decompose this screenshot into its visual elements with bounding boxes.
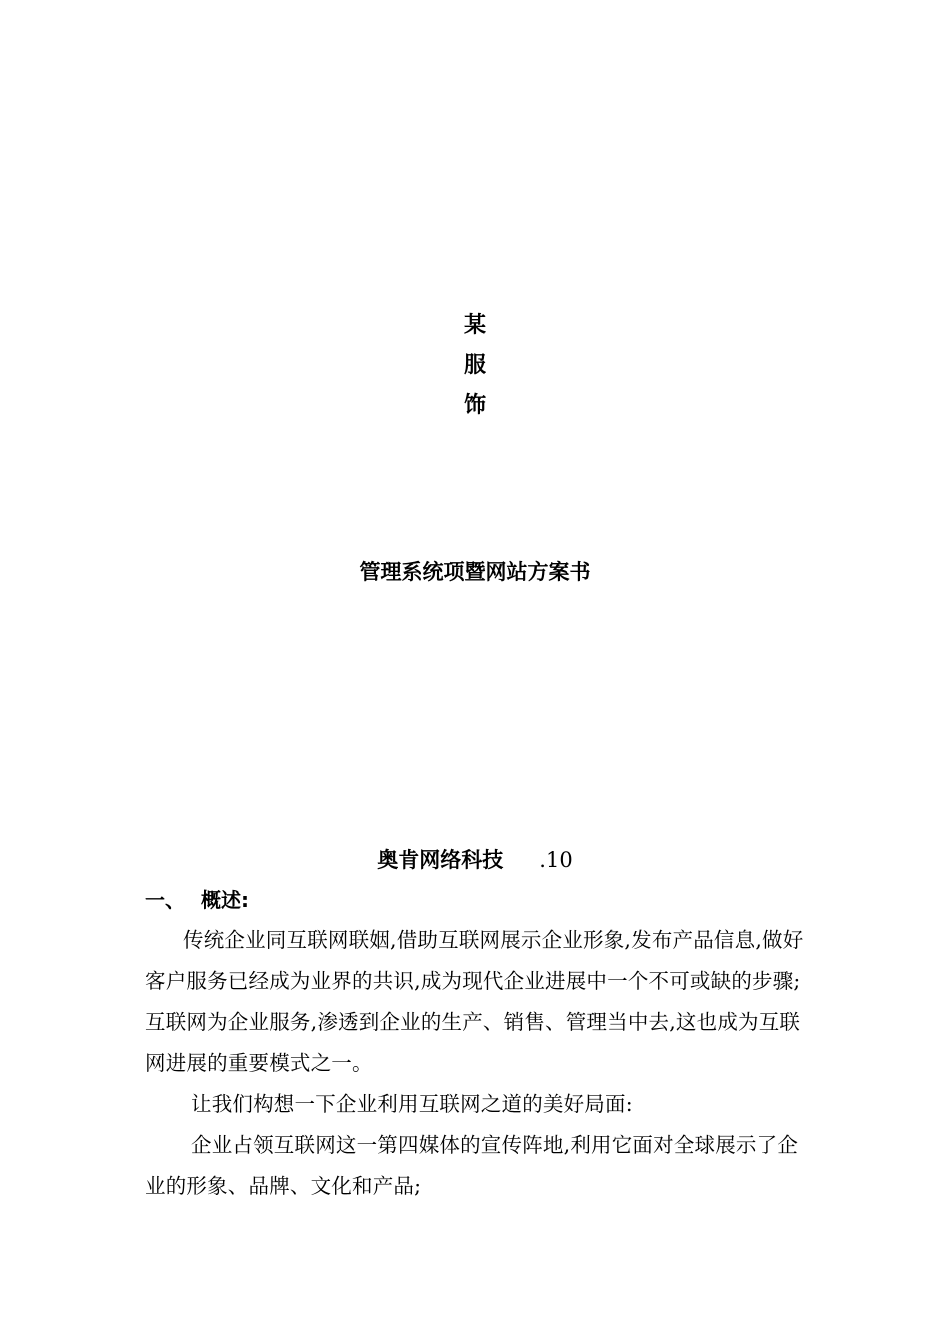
document-title: 管理系统项暨网站方案书 bbox=[359, 560, 591, 584]
cover-char-3: 饰 bbox=[463, 393, 486, 418]
section-heading bbox=[145, 884, 249, 916]
company-line bbox=[0, 844, 950, 876]
document-date: .10 bbox=[539, 848, 573, 872]
section-title: 概述: bbox=[201, 888, 249, 912]
cover-char-1: 某 bbox=[463, 313, 486, 338]
company-name: 奥肯网络科技 bbox=[377, 848, 504, 872]
section-number: 一、 bbox=[145, 888, 185, 912]
paragraph-3: 企业占领互联网这一第四媒体的宣传阵地,利用它面对全球展示了企业的形象、品牌、文化和产品; bbox=[145, 1133, 799, 1198]
cover-char-2: 服 bbox=[463, 353, 486, 378]
paragraph-2: 让我们构想一下企业利用互联网之道的美好局面: bbox=[191, 1092, 633, 1116]
paragraph-1: 传统企业同互联网联姻,借助互联网展示企业形象,发布产品信息,做好客户服务已经成为业界的共识,成为现代企业进展中一个不可或缺的步骤;互联网为企业服务,渗透到企业的生产、销售、管理当中去,这也成为互联网进展的重要模式之一。 bbox=[145, 928, 804, 1075]
